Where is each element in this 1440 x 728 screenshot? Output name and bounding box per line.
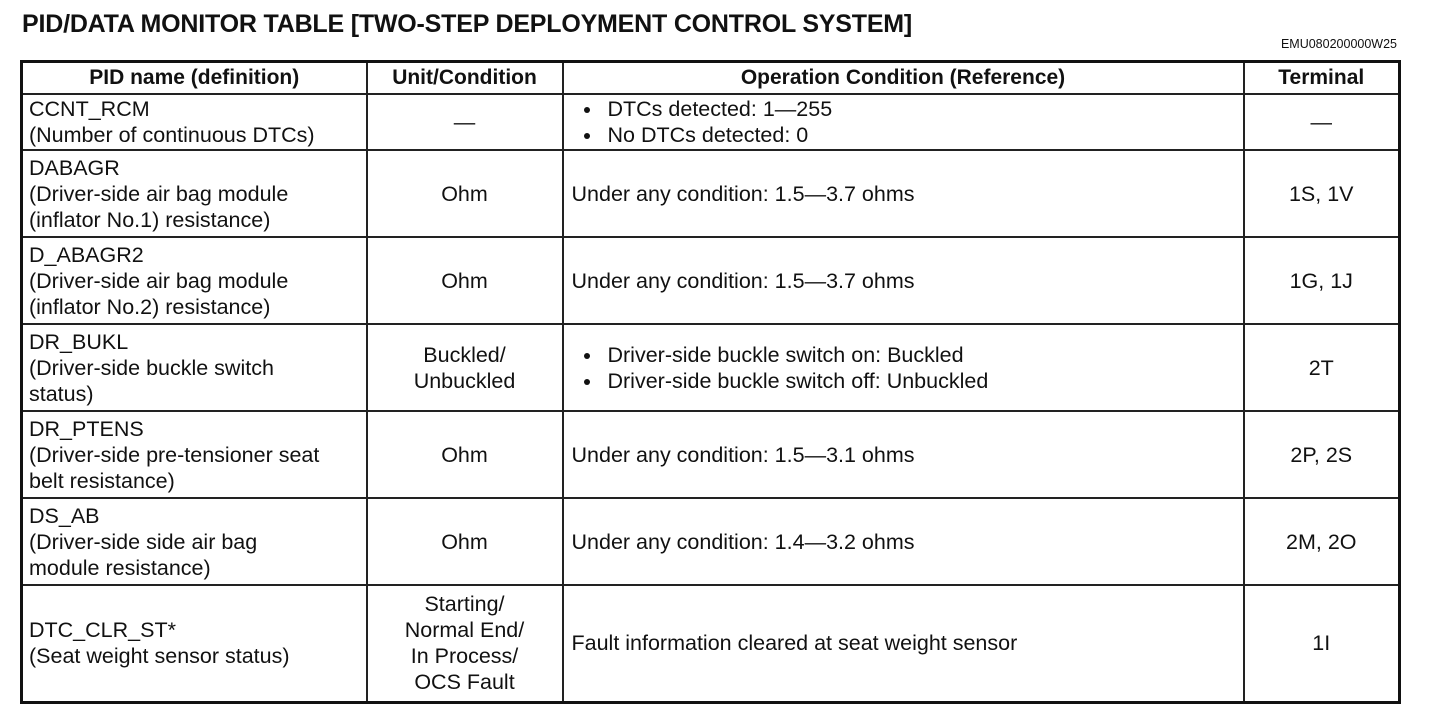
condition-text: Under any condition: 1.5—3.1 ohms <box>571 442 915 467</box>
unit-condition-line: Ohm <box>441 181 488 206</box>
unit-condition-line: Ohm <box>441 268 488 293</box>
pid-definition-line: status) <box>29 381 94 406</box>
pid-name: DR_BUKL <box>29 329 129 354</box>
document-code: EMU080200000W25 <box>1280 37 1397 51</box>
unit-condition-line: Ohm <box>441 442 488 467</box>
table-row <box>22 585 1400 702</box>
condition-bullet-item: Driver-side buckle switch off: Unbuckled <box>582 368 1237 394</box>
terminal-cell: 1I <box>1244 585 1400 702</box>
pid-definition-line: (Driver-side air bag module <box>29 181 289 206</box>
condition-text: Under any condition: 1.5—3.7 ohms <box>571 268 915 293</box>
table-row <box>22 94 1400 150</box>
header-unit-condition: Unit/Condition <box>367 62 563 95</box>
document-title: PID/DATA MONITOR TABLE [TWO-STEP DEPLOYMENT CONTROL SYSTEM] <box>22 10 913 38</box>
pid-name: DR_PTENS <box>29 416 144 441</box>
unit-condition-line: Buckled/ <box>423 342 506 367</box>
unit-condition-line: Unbuckled <box>413 368 516 393</box>
table-row <box>22 324 1400 411</box>
header-terminal: Terminal <box>1244 62 1400 95</box>
table-row <box>22 237 1400 324</box>
operation-condition-cell <box>563 324 1244 411</box>
unit-condition-line: — <box>453 110 476 134</box>
table-row <box>22 498 1400 585</box>
pid-definition-line: belt resistance) <box>29 468 175 493</box>
unit-condition-line: Normal End/ <box>404 618 525 643</box>
pid-name: CCNT_RCM <box>29 97 150 121</box>
terminal-cell: 2M, 2O <box>1244 498 1400 585</box>
pid-name-cell <box>22 585 367 702</box>
table-body <box>22 94 1400 702</box>
unit-condition-cell <box>367 498 563 585</box>
unit-condition-cell <box>367 411 563 498</box>
operation-condition-cell <box>563 150 1244 237</box>
unit-condition-cell <box>367 585 563 702</box>
pid-definition-line: (Driver-side air bag module <box>29 268 289 293</box>
table-row <box>22 411 1400 498</box>
table-header <box>22 62 1400 95</box>
operation-condition-cell <box>563 94 1244 150</box>
condition-text: Fault information cleared at seat weight sensor <box>571 631 1018 656</box>
unit-condition-cell <box>367 237 563 324</box>
header-row <box>22 62 1400 95</box>
pid-data-monitor-table <box>20 60 1401 704</box>
unit-condition-line: OCS Fault <box>414 670 515 695</box>
pid-definition-line: (Number of continuous DTCs) <box>29 123 315 147</box>
pid-definition-line: (Driver-side side air bag <box>29 529 258 554</box>
condition-bullet-item: DTCs detected: 1—255 <box>582 96 1237 122</box>
pid-definition-line: (inflator No.1) resistance) <box>29 207 271 232</box>
header-operation-condition: Operation Condition (Reference) <box>563 62 1244 95</box>
terminal-cell: 2T <box>1244 324 1400 411</box>
pid-name-cell <box>22 498 367 585</box>
unit-condition-line: In Process/ <box>410 644 519 669</box>
condition-bullet-list <box>572 96 1237 148</box>
pid-name-cell <box>22 411 367 498</box>
pid-definition-line: (Driver-side buckle switch <box>29 355 274 380</box>
header-pid-name: PID name (definition) <box>22 62 367 95</box>
pid-definition-line: module resistance) <box>29 555 211 580</box>
pid-name-cell <box>22 324 367 411</box>
condition-text: Under any condition: 1.4—3.2 ohms <box>571 529 915 554</box>
unit-condition-cell <box>367 150 563 237</box>
table-row <box>22 150 1400 237</box>
pid-definition-line: (Driver-side pre-tensioner seat <box>29 442 320 467</box>
terminal-cell: 2P, 2S <box>1244 411 1400 498</box>
pid-name: DS_AB <box>29 503 100 528</box>
unit-condition-line: Ohm <box>441 529 488 554</box>
operation-condition-cell <box>563 411 1244 498</box>
unit-condition-cell <box>367 94 563 150</box>
condition-bullet-item: Driver-side buckle switch on: Buckled <box>582 342 1237 368</box>
operation-condition-cell <box>563 498 1244 585</box>
terminal-cell: — <box>1244 94 1400 150</box>
condition-text: Under any condition: 1.5—3.7 ohms <box>571 181 915 206</box>
condition-bullet-item: No DTCs detected: 0 <box>582 122 1237 148</box>
pid-name: DABAGR <box>29 155 120 180</box>
operation-condition-cell <box>563 585 1244 702</box>
pid-definition-line: (inflator No.2) resistance) <box>29 294 271 319</box>
pid-name-cell <box>22 150 367 237</box>
operation-condition-cell <box>563 237 1244 324</box>
unit-condition-line: Starting/ <box>424 592 505 617</box>
pid-name: DTC_CLR_ST* <box>29 618 176 643</box>
pid-name: D_ABAGR2 <box>29 242 144 267</box>
condition-bullet-list <box>572 342 1237 394</box>
pid-definition-line: (Seat weight sensor status) <box>29 644 290 669</box>
terminal-cell: 1G, 1J <box>1244 237 1400 324</box>
terminal-cell: 1S, 1V <box>1244 150 1400 237</box>
pid-name-cell <box>22 94 367 150</box>
unit-condition-cell <box>367 324 563 411</box>
pid-name-cell <box>22 237 367 324</box>
